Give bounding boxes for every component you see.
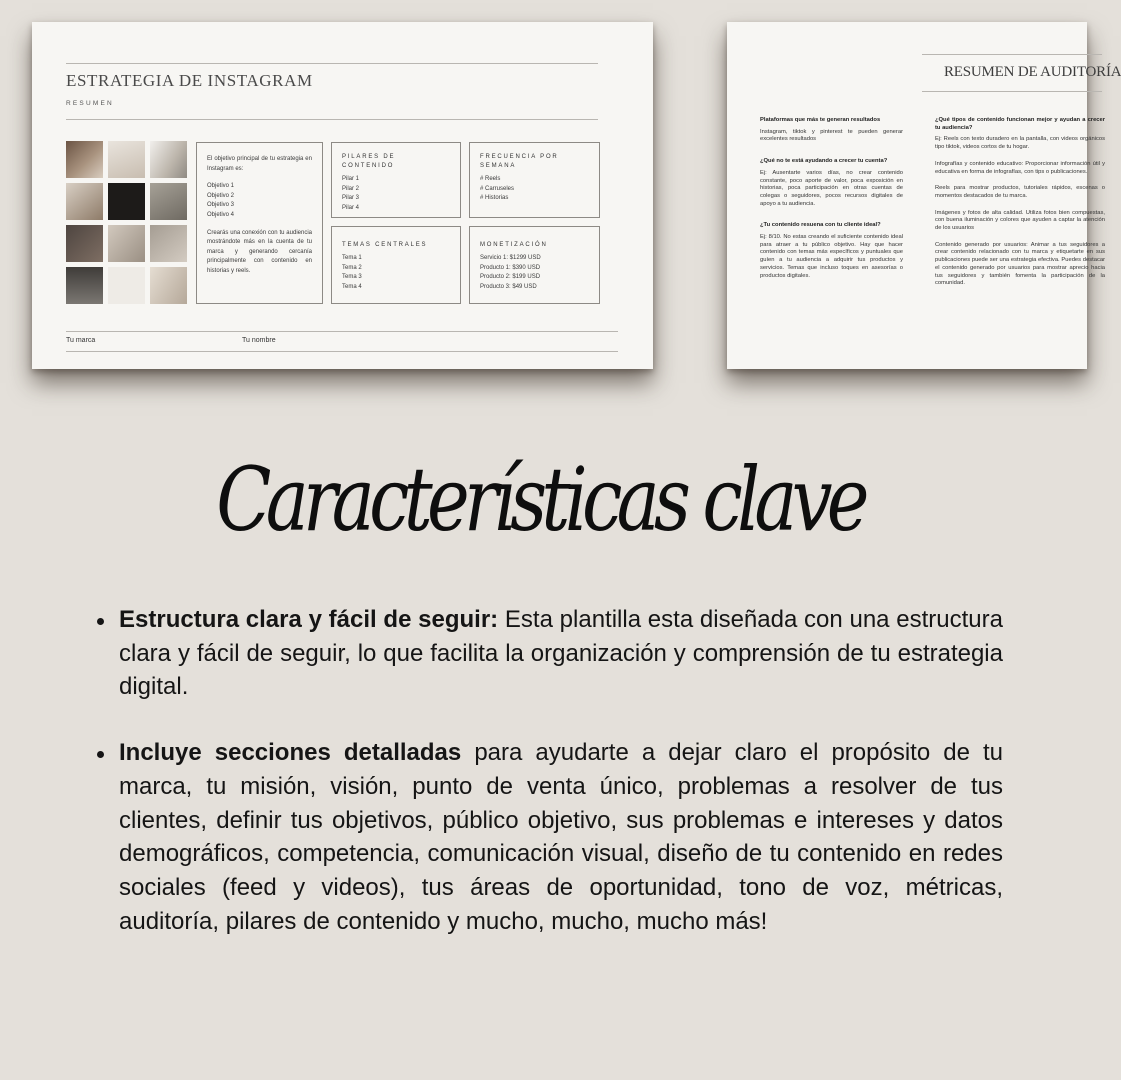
feature-list — [119, 603, 1003, 970]
list-item: Objetivo 2 — [207, 192, 235, 199]
divider — [922, 91, 1102, 92]
divider — [66, 351, 618, 352]
audit-answer: Contenido generado por usuarios: Animar a tus seguidores a crear contenido relacionado con tu marca y etiquetarte en sus publicaciones puede ser una estrategia efectiva. Puedes destacar el contenido generado por usuarios para mostrar aprecio hacia tus seguidores y también fomenta la participación de la comunidad. — [935, 241, 1105, 287]
list-item: Tema 2 — [342, 264, 362, 271]
divider — [66, 63, 598, 64]
list-item: Objetivo 1 — [207, 183, 235, 190]
divider — [66, 119, 598, 120]
list-item: Tema 3 — [342, 274, 362, 281]
photo-thumbnail — [108, 267, 145, 304]
divider — [66, 331, 618, 332]
objective-outro: Crearás una conexión con tu audiencia mostrándote más en la cuenta de tu marca y generando cercanía principalmente con contenido en historias y reels. — [207, 229, 312, 274]
photo-grid — [66, 141, 187, 304]
themes-box — [331, 226, 461, 304]
box-heading: MONETIZACIÓN — [480, 242, 548, 248]
audit-answer: Instagram, tiktok y pinterest te pueden generar excelentes resultados — [760, 128, 903, 143]
audit-slide-preview — [727, 22, 1121, 369]
list-item: # Carruseles — [480, 185, 515, 192]
feature-title: Incluye secciones detalladas — [119, 739, 462, 767]
feature-description: Esta plantilla esta diseñada con una estructura clara y fácil de seguir, lo que facilita la organización y comprensión de tu estrategia digital. — [119, 606, 1003, 701]
audit-question: ¿Qué no te está ayudando a crecer tu cuenta? — [760, 158, 888, 165]
strategy-slide-preview — [32, 22, 653, 369]
objective-intro: El objetivo principal de tu estrategia en Instagram es: — [207, 156, 312, 172]
audit-answer: Ej: Reels con texto duradero en la pantalla, con videos orgánicos tipo tiktok, videos cortos de tu hogar. — [935, 136, 1105, 151]
list-item: Producto 1: $390 USD — [480, 264, 541, 271]
section-heading: Características clave — [216, 448, 864, 551]
list-item — [119, 736, 1003, 938]
audit-question: ¿Qué tipos de contenido funcionan mejor y ayudan a crecer tu audiencia? — [935, 117, 1105, 131]
box-heading: FRECUENCIA POR SEMANA — [480, 154, 559, 169]
audit-left-column — [760, 117, 903, 294]
audit-question: Plataformas que más te generan resultados — [760, 117, 881, 123]
objective-box — [196, 142, 323, 304]
list-item: Producto 2: $199 USD — [480, 274, 541, 281]
footer-brand: Tu marca — [66, 337, 96, 344]
list-item: Pilar 3 — [342, 195, 360, 202]
list-item: Tema 1 — [342, 255, 362, 261]
list-item — [119, 603, 1003, 704]
box-heading: TEMAS CENTRALES — [342, 242, 428, 248]
slide-title: ESTRATEGIA DE INSTAGRAM — [66, 71, 313, 90]
photo-thumbnail — [66, 267, 103, 304]
audit-answer: Infografías y contenido educativo: Proporcionar información útil y educativa en forma de infografías, con tips o publicaciones. — [935, 160, 1105, 175]
slide-title: RESUMEN DE AUDITORÍA — [944, 64, 1121, 80]
slide-subtitle: RESUMEN — [66, 100, 114, 107]
audit-answer: Ej: 8/10. No estas creando el suficiente contenido ideal para atraer a tu público objetivo. Hay que hacer contenido con temas más específicos y puntuales que guíen a tu audiencia a adquirir tus productos y servicios. Temas que incluso toques en asesorías o productos digitales. — [760, 234, 903, 279]
box-heading: PILARES DE CONTENIDO — [342, 154, 396, 169]
audit-right-column — [935, 117, 1105, 297]
photo-thumbnail — [108, 183, 145, 220]
photo-thumbnail — [66, 183, 103, 220]
photo-thumbnail — [66, 225, 103, 262]
objective-list — [207, 182, 312, 220]
list-item: Pilar 4 — [342, 204, 360, 211]
list-item: Tema 4 — [342, 283, 362, 290]
photo-thumbnail — [150, 267, 187, 304]
footer-name: Tu nombre — [242, 337, 276, 344]
audit-answer: Reels para mostrar productos, tutoriales rápidos, escenas o momentos destacados de tu marca. — [935, 185, 1105, 199]
list-item: Pilar 1 — [342, 176, 360, 182]
photo-thumbnail — [66, 141, 103, 178]
photo-thumbnail — [108, 141, 145, 178]
frequency-box — [469, 142, 600, 218]
photo-thumbnail — [150, 183, 187, 220]
list-item: Objetivo 4 — [207, 211, 235, 218]
feature-description: para ayudarte a dejar claro el propósito de tu marca, tu misión, visión, punto de venta único, problemas a resolver de tus clientes, definir tus objetivos, público objetivo, sus problemas e intereses y datos demográficos, competencia, comunicación visual, diseño de tu contenido en redes sociales (feed y videos), tus áreas de oportunidad, tono de voz, métricas, auditoría, pilares de contenido y mucho, mucho, mucho más! — [119, 739, 1003, 935]
pillars-box — [331, 142, 461, 218]
list-item: Producto 3: $49 USD — [480, 283, 537, 290]
list-item: Objetivo 3 — [207, 202, 235, 209]
photo-thumbnail — [150, 225, 187, 262]
audit-answer: Ej: Ausentarte varios días, no crear contenido constante, poco aporte de valor, poca exposición en historias, poca participación en otras cuentas de colegas o seguidores, pocos recursos digitales de apoyo a tu audiencia. — [760, 169, 903, 207]
photo-thumbnail — [108, 225, 145, 262]
feature-title: Estructura clara y fácil de seguir: — [119, 606, 499, 633]
photo-thumbnail — [150, 141, 187, 178]
list-item: # Historias — [480, 195, 509, 202]
audit-question: ¿Tu contenido resuena con tu cliente ideal? — [760, 222, 881, 229]
monetization-box — [469, 226, 600, 304]
list-item: Pilar 2 — [342, 185, 360, 192]
list-item: # Reels — [480, 176, 501, 182]
list-item: Servicio 1: $1299 USD — [480, 255, 541, 261]
divider — [922, 54, 1102, 55]
audit-answer: Imágenes y fotos de alta calidad. Utiliza fotos bien compuestas, con buena iluminación y colores que ayuden a captar la atención de los usuarios — [935, 209, 1105, 232]
